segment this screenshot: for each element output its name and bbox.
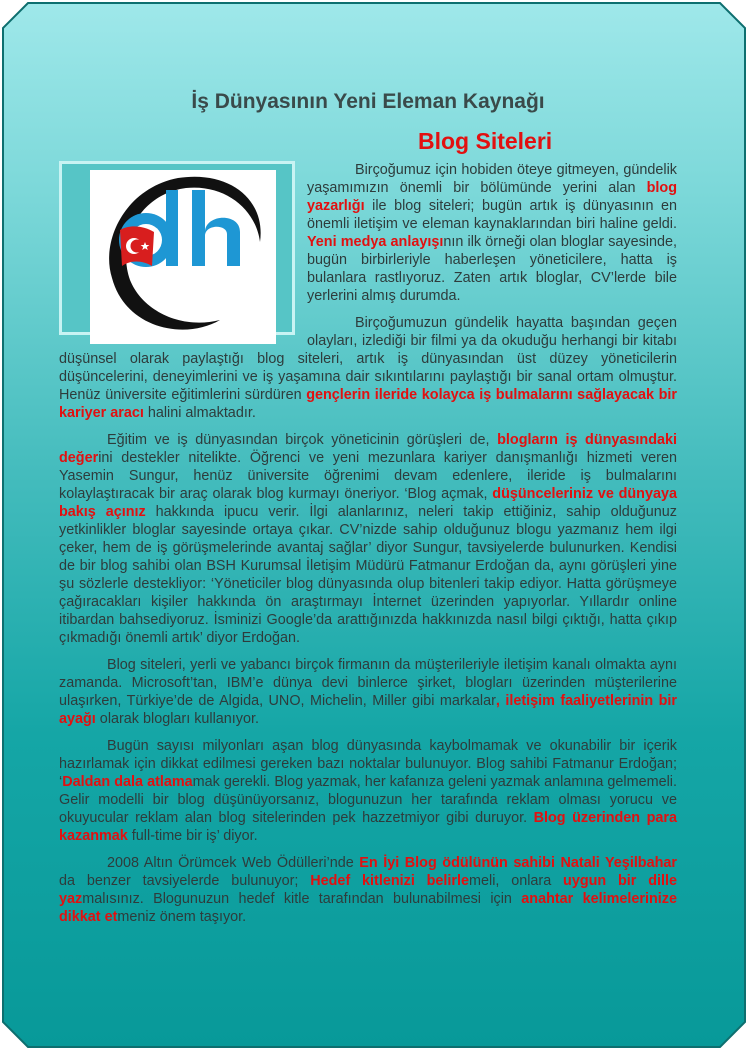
highlighted-text: En İyi Blog ödülünün sahibi Natali Yeşilbahar xyxy=(359,855,677,871)
body-text: malısınız. Blogunuzun hedef kitle tarafından bulunabilmesi için xyxy=(82,891,522,907)
highlighted-text: gençlerin ileride kolayca iş bulmalarını sağlayacak bir kariyer aracı xyxy=(59,387,677,421)
article-paragraph xyxy=(59,656,677,728)
body-text: full-time bir iş’ diyor. xyxy=(127,828,258,844)
highlighted-text: blog yazarlığı xyxy=(307,180,677,214)
body-text: nın ilk örneği olan bloglar sayesinde, bugün birbirleriyle haberleşen yöneticilere, hatta iş bulanlara rastlıyoruz. Zaten artık bloglar, CV’lerde bile yerlerini almış durumda. xyxy=(307,234,677,304)
article-paragraph xyxy=(59,854,677,926)
highlighted-text: Yeni medya anlayışı xyxy=(307,234,444,250)
logo-frame xyxy=(59,161,295,335)
turkish-flag-icon xyxy=(120,226,154,266)
body-text: halini almaktadır. xyxy=(143,405,256,421)
body-text: Birçoğumuz için hobiden öteye gitmeyen, gündelik yaşamımızın önemli bir bölümünde yerini alan xyxy=(307,162,677,196)
body-text: da benzer tavsiyelerde bulunuyor; xyxy=(59,873,311,889)
body-text: 2008 Altın Örümcek Web Ödülleri’nde xyxy=(107,855,360,871)
body-text: olarak blogları kullanıyor. xyxy=(95,711,259,727)
highlighted-text: , iletişim faaliyetlerinin bir ayağı xyxy=(59,693,677,727)
body-text: ini destekler nitelikte. Öğrenci ve yeni mezunlara kariyer danışmanlığı hizmeti veren Yasemin Sungur, henüz üniversite öğrenimi devam edenlere, ileride iş bulmalarını kolaylaştıracak bir araç olarak blog kurmayı öneriyor. ‘Blog açmak, xyxy=(59,450,677,502)
body-text: Blog siteleri, yerli ve yabancı birçok firmanın da müşterileriyle iletişim kanalı olmakta aynı zamanda. Microsoft’tan, IBM’e dünya devi binlerce şirket, blogları üzerinden müşterilerine ulaşırken, Türkiye’de de Algida, UNO, Michelin, Miller gibi markalar xyxy=(59,657,677,709)
highlighted-text: uygun bir dille yaz xyxy=(59,873,678,907)
article-subtitle: Blog Siteleri xyxy=(418,128,553,154)
body-text: ile blog siteleri; bugün artık iş dünyasının en önemli iletişim ve eleman kaynaklarından biri haline geldi. xyxy=(307,198,677,232)
highlighted-text: Hedef kitlenizi belirle xyxy=(310,873,470,889)
highlighted-text: anahtar kelimelerinize dikkat et xyxy=(59,891,678,925)
body-text: hakkında ipucu verir. İlgi alanlarınız, neleri takip ettiğiniz, sahip olduğunuz yetkinlikler bloglar sayesinde ortaya çıkar. CV’nizde sahip olduğunuz blogu yazmanız hem ilgi çeker, hem de iş görüşmelerinde avantaj sağlar’ diyor Sungur, tavsiyelerde bulunurken. Kendisi de bir blog sahibi olan BSH Kurumsal İletişim Müdürü Fatmanur Erdoğan da, aynı görüşleri yine şu sözlerle destekliyor: ‘Yöneticiler blog dünyasında olup bitenleri takip ediyor. Hatta görüşmeye çağıracakları kişiler hakkında ön araştırmayı İnternet üzerinden yapıyorlar. Yıllardır online itibardan bahsediyoruz. İsminizi Google’da arattığınızda hakkınızda nasıl bilgi çıktığı, hatta çıkıp çıkmadığı önemli artık’ diyor Erdoğan. xyxy=(59,504,677,646)
article-body xyxy=(59,161,677,935)
body-text: meniz önem taşıyor. xyxy=(117,909,247,925)
article-paragraph xyxy=(59,737,677,845)
body-text: mak gerekli. Blog yazmak, her kafanıza geleni yazmak anlamına gelmemeli. Gelir modelli bir blog düşünüyorsanız, blogunuzun her tarafında reklam olması yorucu ve okuyucular reklam alan blog sitelerinden pek hazzetmiyor gibi duruyor. xyxy=(59,774,677,826)
highlighted-text: düşünceleriniz ve dünyaya bakış açınız xyxy=(59,486,677,520)
highlighted-text: Blog üzerinden para kazanmak xyxy=(59,810,677,844)
body-text: Bugün sayısı milyonları aşan blog dünyasında kaybolmamak ve okunabilir bir içerik hazırlamak için dikkat edilmesi gereken bazı noktalar bulunuyor. Blog sahibi Fatmanur Erdoğan; ‘ xyxy=(59,738,677,790)
body-text: Birçoğumuzun gündelik hayatta başından geçen olayları, izlediği bir filmi ya da okuduğu herhangi bir kitabı düşünsel olarak paylaştığı blog siteleri, artık iş dünyasından üst düzey yöneticilerin düşüncelerini, deneyimlerini ve iş yaşamına dair sıkıntılarını paylaştığı bir sanal ortam olmuştur. Henüz üniversite eğitimlerini sürdüren xyxy=(59,315,677,403)
highlighted-text: blogların iş dünyasındaki değer xyxy=(59,432,677,466)
body-text: meli, onlara xyxy=(469,873,564,889)
body-text: Eğitim ve iş dünyasından birçok yöneticinin görüşleri de, xyxy=(107,432,498,448)
dh-logo-icon xyxy=(90,170,276,344)
highlighted-text: Daldan dala atlama xyxy=(62,774,193,790)
article-paragraph xyxy=(59,431,677,647)
article-title: İş Dünyasının Yeni Eleman Kaynağı xyxy=(191,90,545,113)
